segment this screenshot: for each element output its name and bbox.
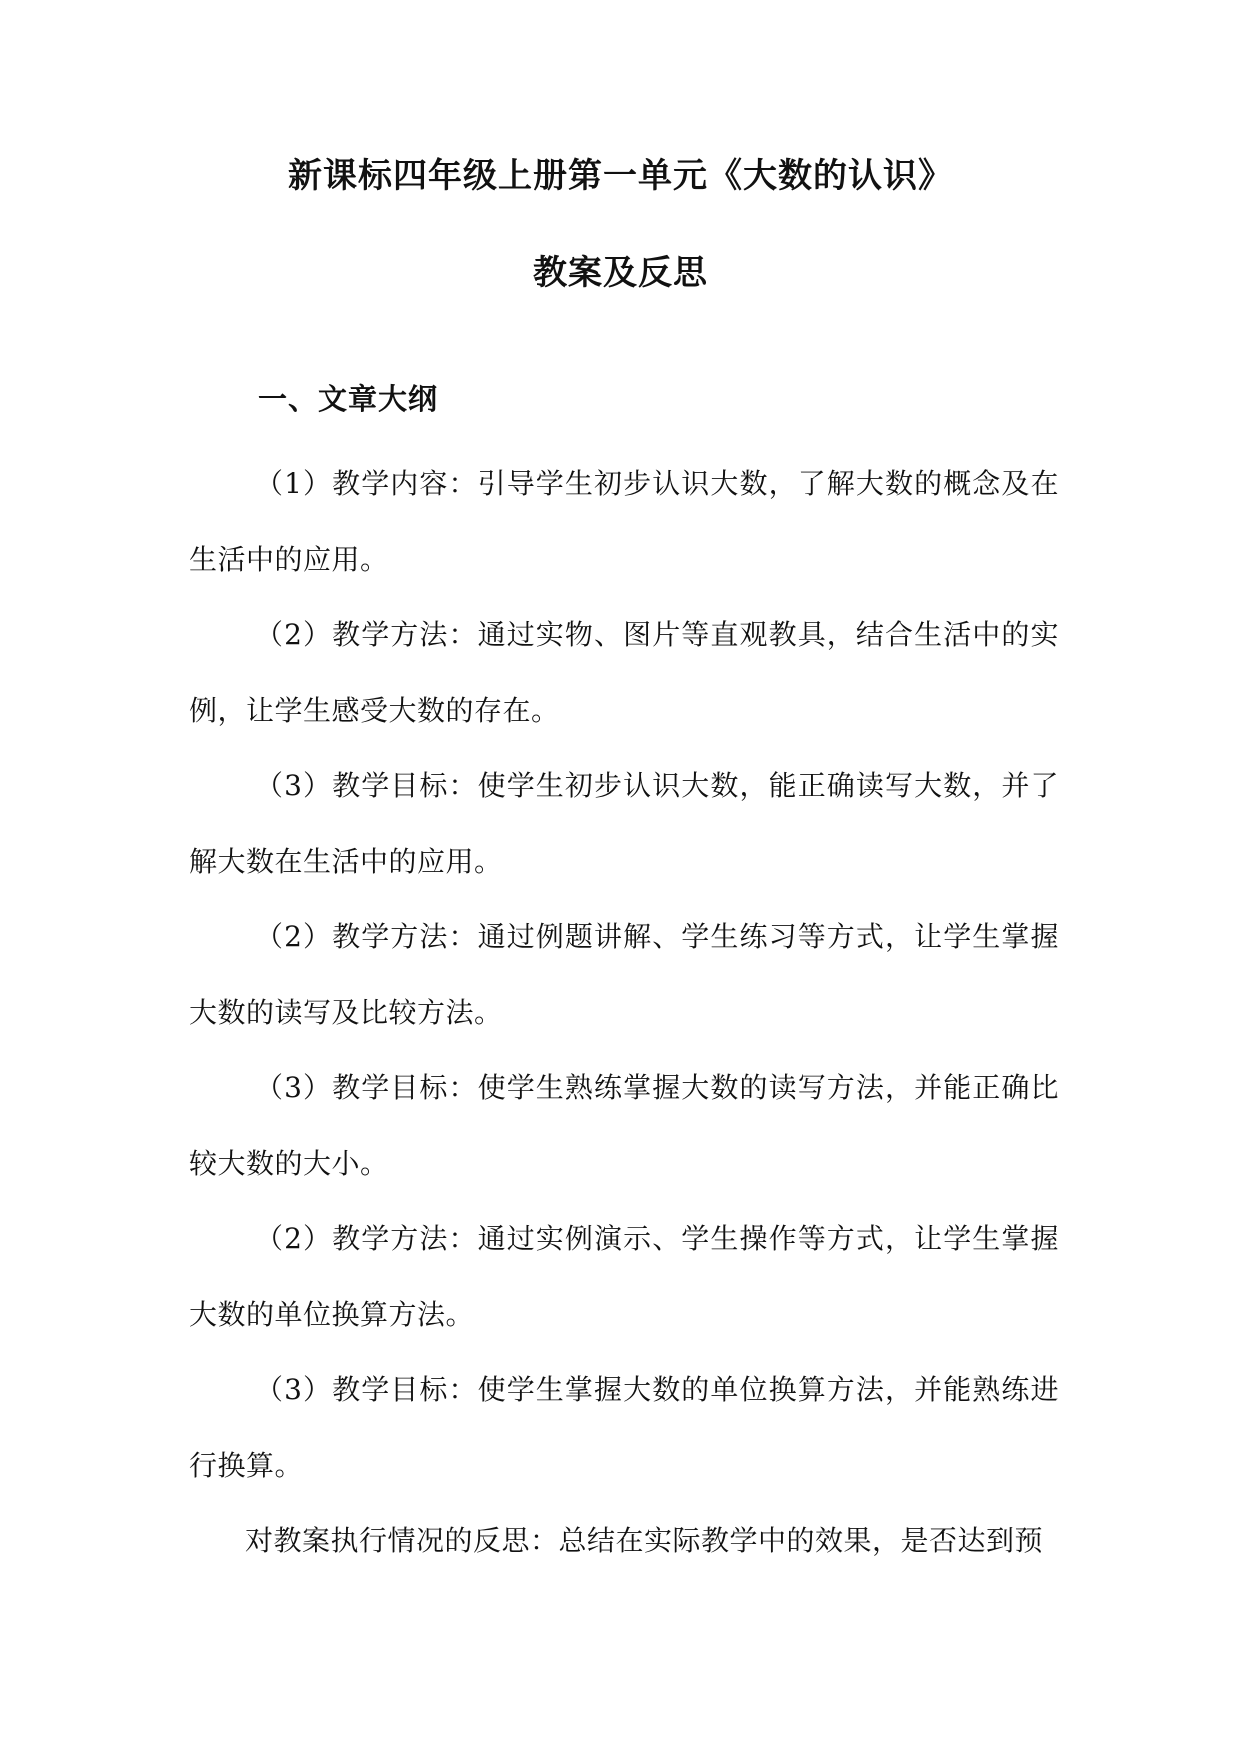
section-heading: 一、文章大纲 [258,382,439,416]
paragraph-teaching-method: （2）教学方法：通过例题讲解、学生练习等方式，让学生掌握大数的读写及比较方法。 [189,920,1059,1029]
paragraph-teaching-goal: （3）教学目标：使学生初步认识大数，能正确读写大数，并了解大数在生活中的应用。 [189,769,1059,878]
paragraph-reflection: 对教案执行情况的反思：总结在实际教学中的效果，是否达到预 [245,1524,1044,1557]
paragraph-teaching-method: （2）教学方法：通过实例演示、学生操作等方式，让学生掌握大数的单位换算方法。 [189,1222,1059,1331]
document-title-line-2: 教案及反思 [533,253,708,293]
paragraph-teaching-method: （2）教学方法：通过实物、图片等直观教具，结合生活中的实例，让学生感受大数的存在。 [189,618,1059,727]
paragraph-teaching-content: （1）教学内容：引导学生初步认识大数，了解大数的概念及在生活中的应用。 [189,467,1059,576]
paragraph-teaching-goal: （3）教学目标：使学生熟练掌握大数的读写方法，并能正确比较大数的大小。 [189,1071,1059,1180]
document-title-line-1: 新课标四年级上册第一单元《大数的认识》 [288,156,953,196]
paragraph-teaching-goal: （3）教学目标：使学生掌握大数的单位换算方法，并能熟练进行换算。 [189,1373,1059,1482]
